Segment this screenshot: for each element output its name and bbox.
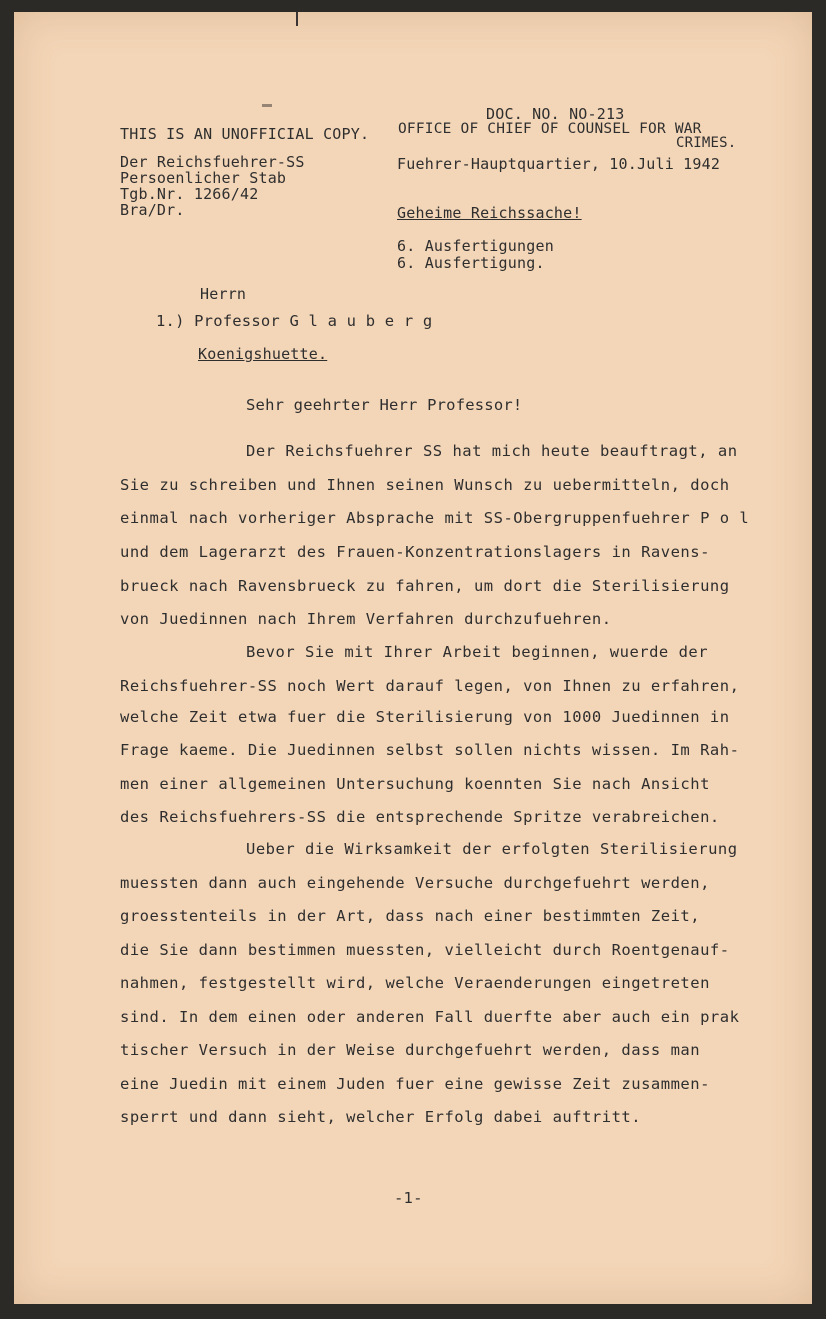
doc-number: DOC. NO. NO-213 (486, 105, 625, 123)
body-line: einmal nach vorheriger Absprache mit SS-Obergruppenfuehrer P o l (120, 509, 750, 527)
body-line: muessten dann auch eingehende Versuche durchgefuehrt werden, (120, 874, 710, 892)
body-line: von Juedinnen nach Ihrem Verfahren durchzufuehren. (120, 610, 612, 628)
body-line: sind. In dem einen oder anderen Fall duerfte aber auch ein prak (120, 1008, 740, 1026)
body-line: tischer Versuch in der Weise durchgefuehrt werden, dass man (120, 1041, 701, 1059)
body-line: eine Juedin mit einem Juden fuer eine gewisse Zeit zusammen- (120, 1075, 710, 1093)
body-line: Der Reichsfuehrer SS hat mich heute beauftragt, an (246, 442, 738, 460)
body-line: Reichsfuehrer-SS noch Wert darauf legen, von Ihnen zu erfahren, (120, 677, 740, 695)
body-line: des Reichsfuehrers-SS die entsprechende Spritze verabreichen. (120, 808, 720, 826)
office-line-2: CRIMES. (676, 135, 737, 151)
sender-line-3: Tgb.Nr. 1266/42 (120, 185, 259, 203)
body-line: welche Zeit etwa fuer die Sterilisierung von 1000 Juedinnen in (120, 708, 730, 726)
body-line: und dem Lagerarzt des Frauen-Konzentrationslagers in Ravens- (120, 543, 710, 561)
top-mark (296, 12, 298, 26)
body-line: sperrt und dann sieht, welcher Erfolg dabei auftritt. (120, 1108, 642, 1126)
body-line: Sie zu schreiben und Ihnen seinen Wunsch zu uebermitteln, doch (120, 476, 730, 494)
sender-line-1: Der Reichsfuehrer-SS (120, 153, 305, 171)
body-line: Ueber die Wirksamkeit der erfolgten Sterilisierung (246, 840, 738, 858)
stamp-smudge (262, 104, 272, 107)
recipient-title: Herrn (200, 285, 247, 303)
copies-line-2: 6. Ausfertigung. (397, 254, 545, 272)
recipient-name: 1.) Professor G l a u b e r g (156, 312, 433, 330)
body-line: Frage kaeme. Die Juedinnen selbst sollen nichts wissen. Im Rah- (120, 741, 740, 759)
sender-line-4: Bra/Dr. (120, 201, 185, 219)
body-line: men einer allgemeinen Untersuchung koennten Sie nach Ansicht (120, 775, 710, 793)
body-line: brueck nach Ravensbrueck zu fahren, um dort die Sterilisierung (120, 577, 730, 595)
page-number: -1- (394, 1189, 423, 1207)
place-date: Fuehrer-Hauptquartier, 10.Juli 1942 (397, 155, 721, 173)
body-line: nahmen, festgestellt wird, welche Veraenderungen eingetreten (120, 974, 710, 992)
copies-line-1: 6. Ausfertigungen (397, 237, 554, 255)
body-line: groesstenteils in der Art, dass nach einer bestimmten Zeit, (120, 907, 701, 925)
unofficial-copy-note: THIS IS AN UNOFFICIAL COPY. (120, 125, 370, 143)
body-line: die Sie dann bestimmen muessten, vielleicht durch Roentgenauf- (120, 941, 730, 959)
recipient-city: Koenigshuette. (198, 345, 328, 363)
office-line-1: OFFICE OF CHIEF OF COUNSEL FOR WAR (398, 121, 702, 137)
greeting: Sehr geehrter Herr Professor! (246, 396, 523, 414)
body-line: Bevor Sie mit Ihrer Arbeit beginnen, wuerde der (246, 643, 709, 661)
classification: Geheime Reichssache! (397, 204, 582, 222)
sender-line-2: Persoenlicher Stab (120, 169, 287, 187)
